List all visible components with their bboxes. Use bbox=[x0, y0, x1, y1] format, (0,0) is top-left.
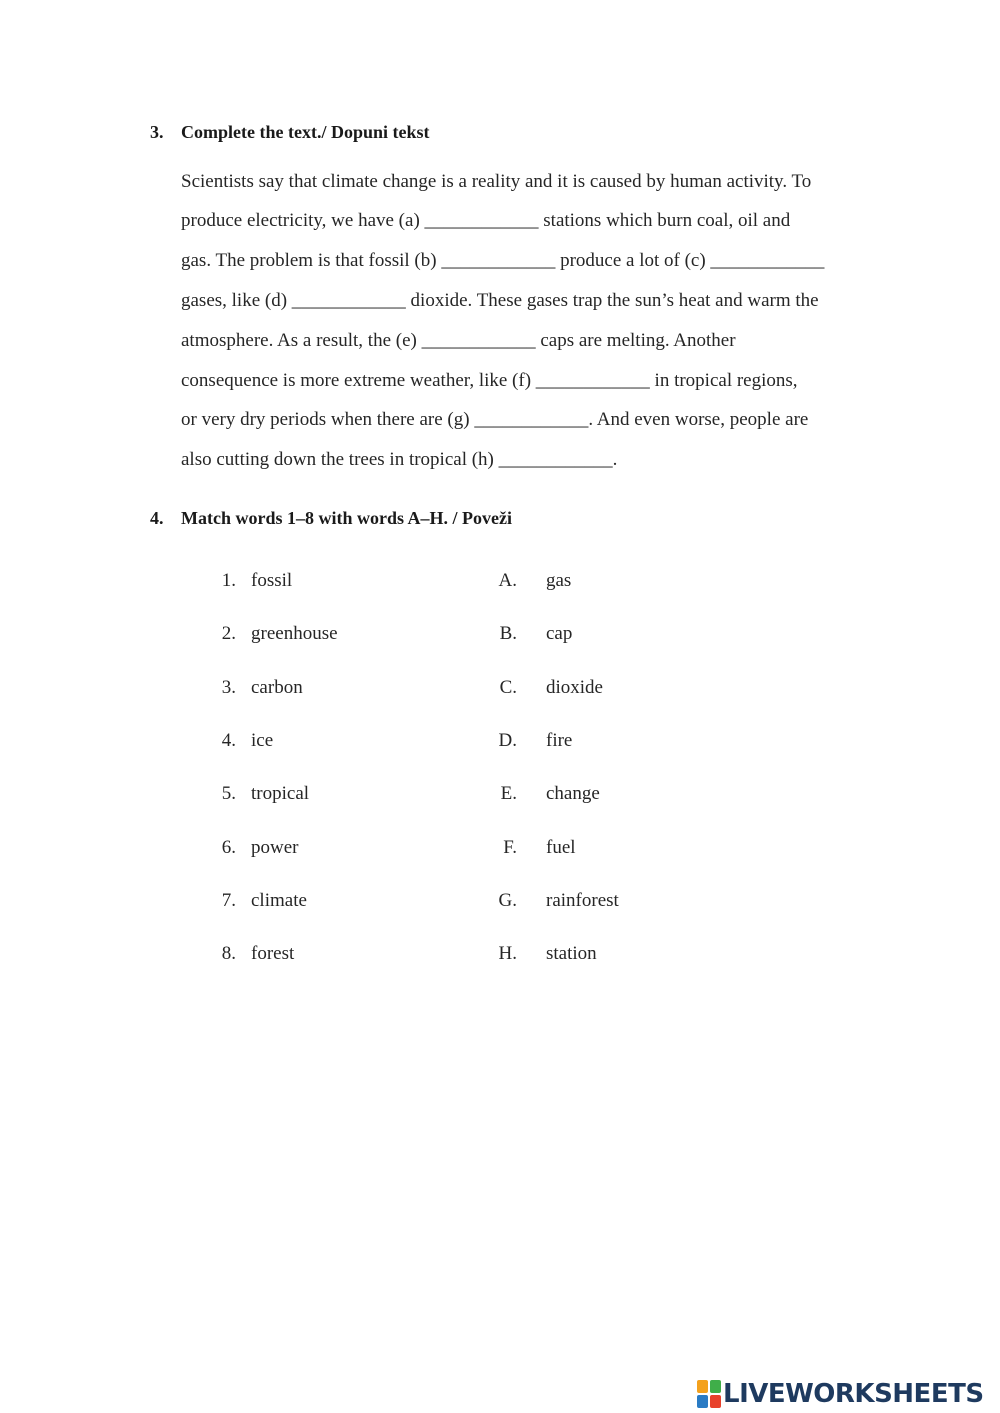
right-item-word: fire bbox=[546, 730, 573, 751]
left-item-number: 2. bbox=[221, 623, 236, 644]
paragraph-line: produce electricity, we have (a) ____________ stations which burn coal, oil and bbox=[181, 210, 791, 231]
paragraph-line: Scientists say that climate change is a reality and it is caused by human activity. To bbox=[181, 171, 812, 192]
liveworksheets-logo-icon bbox=[697, 1380, 721, 1408]
left-list-item bbox=[219, 942, 295, 966]
right-item-word: fuel bbox=[546, 837, 576, 858]
exercise-4-heading bbox=[150, 508, 750, 532]
left-list-item bbox=[219, 889, 307, 913]
right-list-item bbox=[497, 569, 572, 593]
paragraph-line: atmosphere. As a result, the (e) ____________ caps are melting. Another bbox=[181, 330, 736, 351]
left-item-word: climate bbox=[251, 890, 307, 911]
left-list-item bbox=[219, 676, 303, 700]
left-list-item bbox=[219, 729, 274, 753]
left-item-word: tropical bbox=[251, 783, 310, 804]
right-item-word: rainforest bbox=[546, 890, 619, 911]
left-item-word: fossil bbox=[251, 570, 293, 591]
right-list-item bbox=[497, 836, 576, 860]
left-item-number: 6. bbox=[221, 837, 236, 858]
paragraph-line: also cutting down the trees in tropical (h) ____________. bbox=[181, 449, 618, 470]
exercise-3-title: Complete the text./ Dopuni tekst bbox=[181, 122, 430, 142]
right-item-letter: C. bbox=[499, 677, 517, 698]
right-item-word: cap bbox=[546, 623, 573, 644]
right-list-item bbox=[497, 889, 619, 913]
right-item-letter: G. bbox=[498, 890, 517, 911]
left-item-number: 5. bbox=[221, 783, 236, 804]
liveworksheets-logo-text: LIVEWORKSHEETS bbox=[723, 1379, 984, 1409]
liveworksheets-logo[interactable] bbox=[697, 1378, 995, 1410]
left-item-word: greenhouse bbox=[251, 623, 338, 644]
right-item-letter: H. bbox=[498, 943, 517, 964]
exercise-4-title: Match words 1–8 with words A–H. / Poveži bbox=[181, 508, 512, 528]
paragraph-line: or very dry periods when there are (g) ____________. And even worse, people are bbox=[181, 409, 809, 430]
paragraph-line: gas. The problem is that fossil (b) ____________ produce a lot of (c) ____________ bbox=[181, 250, 825, 271]
right-item-word: dioxide bbox=[546, 677, 603, 698]
right-item-letter: D. bbox=[498, 730, 517, 751]
left-item-word: power bbox=[251, 837, 299, 858]
left-item-number: 7. bbox=[221, 890, 236, 911]
right-list-item bbox=[497, 729, 573, 753]
left-list-item bbox=[219, 782, 310, 806]
left-item-word: ice bbox=[251, 730, 274, 751]
right-item-letter: E. bbox=[500, 783, 517, 804]
right-list-item bbox=[497, 622, 573, 646]
exercise-3-heading bbox=[150, 122, 750, 146]
left-item-number: 4. bbox=[221, 730, 236, 751]
right-list-item bbox=[497, 782, 600, 806]
right-item-letter: A. bbox=[498, 570, 517, 591]
right-item-letter: F. bbox=[503, 837, 517, 858]
left-list-item bbox=[219, 622, 338, 646]
left-item-word: forest bbox=[251, 943, 295, 964]
exercise-3-number: 3. bbox=[150, 122, 164, 142]
right-item-word: change bbox=[546, 783, 600, 804]
paragraph-line: consequence is more extreme weather, like (f) ____________ in tropical regions, bbox=[181, 370, 798, 391]
left-item-number: 3. bbox=[221, 677, 236, 698]
right-list-item bbox=[497, 942, 597, 966]
left-list-item bbox=[219, 836, 299, 860]
left-list-item bbox=[219, 569, 293, 593]
right-item-letter: B. bbox=[499, 623, 517, 644]
right-item-word: station bbox=[546, 943, 597, 964]
paragraph-line: gases, like (d) ____________ dioxide. These gases trap the sun’s heat and warm the bbox=[181, 290, 819, 311]
right-item-word: gas bbox=[546, 570, 572, 591]
exercise-4-number: 4. bbox=[150, 508, 164, 528]
right-list-item bbox=[497, 676, 603, 700]
left-item-number: 8. bbox=[221, 943, 236, 964]
left-item-number: 1. bbox=[221, 570, 236, 591]
left-item-word: carbon bbox=[251, 677, 303, 698]
